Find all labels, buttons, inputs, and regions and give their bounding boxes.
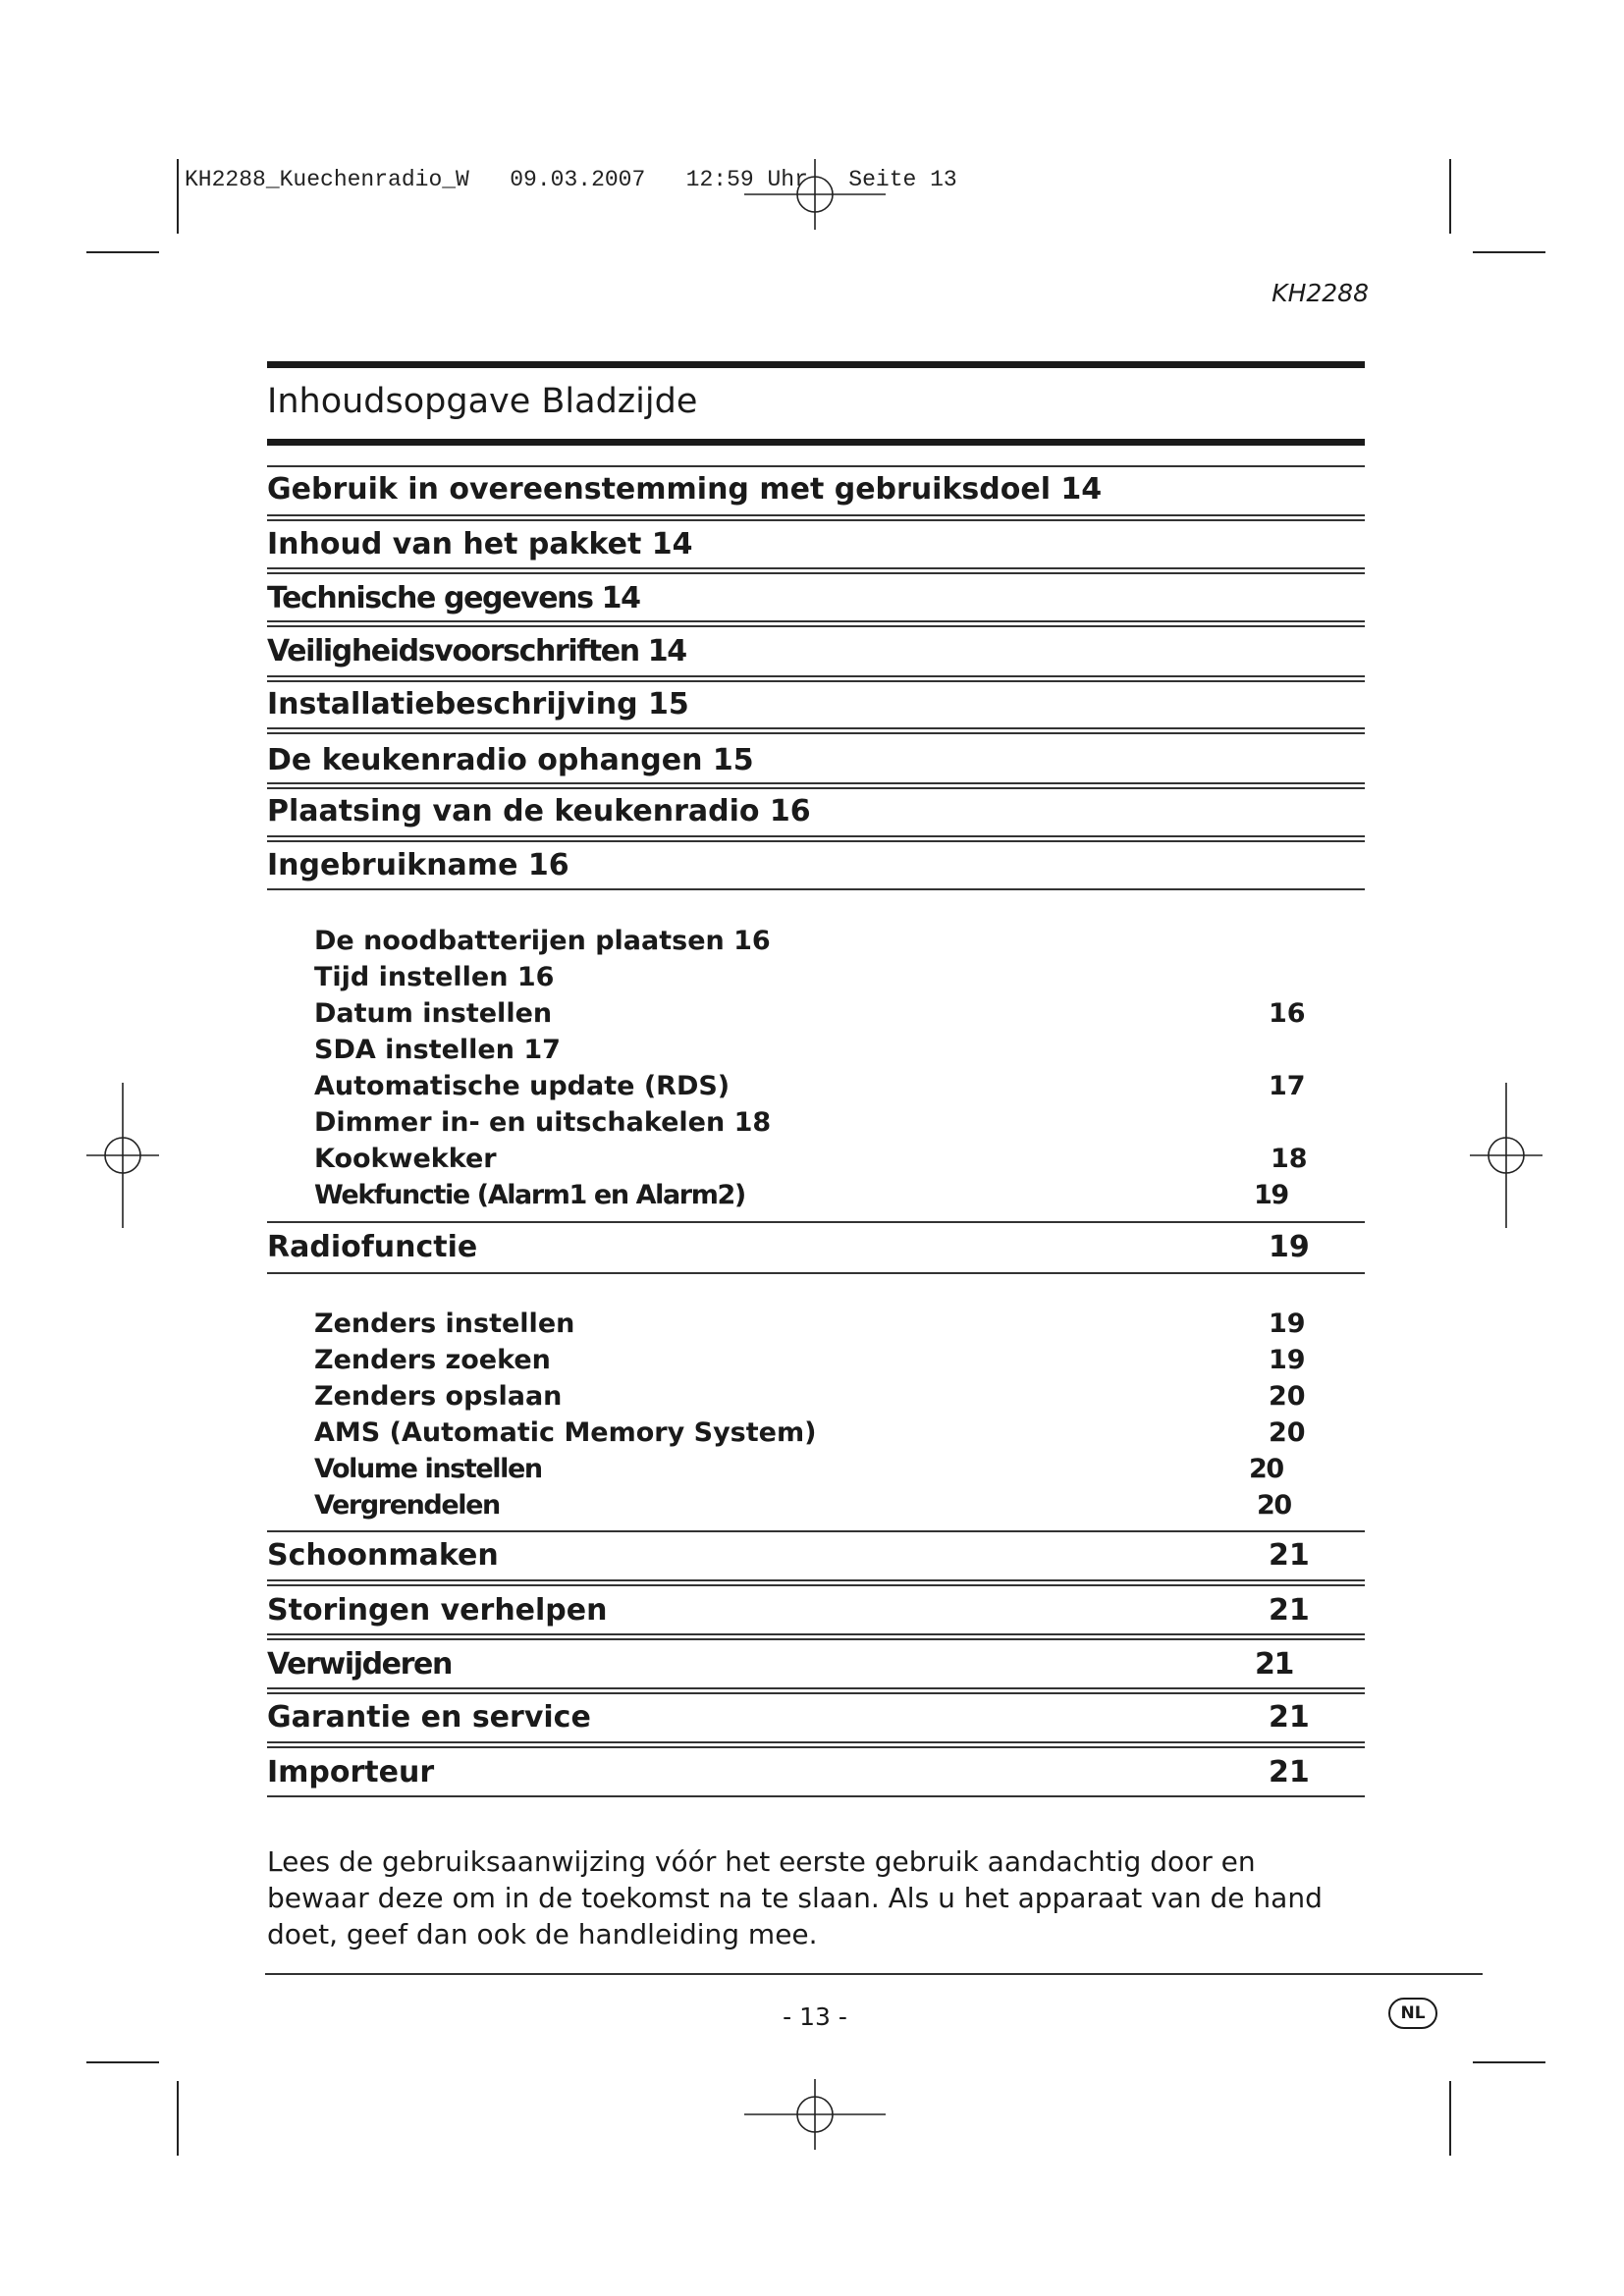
toc-label: Schoonmaken: [267, 1538, 499, 1573]
toc-subitem-page: 19: [1269, 1345, 1306, 1375]
toc-subitem: [314, 1035, 1306, 1065]
page-title: Inhoudsopgave Bladzijde: [267, 382, 698, 421]
toc-subitem-label: Kookwekker: [314, 1144, 497, 1174]
toc-row: [267, 472, 1365, 507]
title-block: [267, 361, 1365, 446]
divider: [267, 840, 1365, 842]
toc-subitem-label: Datum instellen: [314, 998, 553, 1029]
toc-subitem-page: 18: [1271, 1144, 1308, 1174]
toc-row: [267, 1700, 1365, 1735]
toc-label: Storingen verhelpen: [267, 1593, 608, 1628]
toc-page: 21: [1269, 1700, 1310, 1735]
divider: [267, 514, 1365, 516]
toc-subitem-label: Zenders zoeken: [314, 1345, 551, 1375]
toc-label: Installatiebeschrijving 15: [267, 687, 689, 721]
divider: [267, 1221, 1365, 1223]
divider: [267, 1638, 1365, 1640]
toc-subitem-page: 20: [1249, 1454, 1283, 1484]
toc-subitem: [314, 1417, 1306, 1448]
toc-subitem-page: 20: [1257, 1490, 1291, 1521]
toc-subitem-label: Zenders instellen: [314, 1308, 575, 1339]
footer-rule: [265, 1973, 1483, 1975]
toc-page: 21: [1269, 1755, 1310, 1789]
toc-row: [267, 527, 1365, 561]
toc-subitem-label: SDA instellen 17: [314, 1035, 561, 1065]
toc-row: [267, 1230, 1365, 1264]
registration-mark-bottom: [744, 2079, 886, 2150]
toc-subitem-page: 16: [1269, 998, 1306, 1029]
toc-label: Gebruik in overeenstemming met gebruiksdoel 14: [267, 472, 1103, 507]
language-badge: NL: [1388, 1998, 1437, 2029]
divider: [267, 1272, 1365, 1274]
divider: [267, 1795, 1365, 1797]
toc-label: Garantie en service: [267, 1700, 591, 1735]
divider: [267, 1687, 1365, 1689]
toc-row: [267, 581, 1365, 615]
toc-label: Verwijderen: [267, 1647, 452, 1682]
toc-subitem-label: AMS (Automatic Memory System): [314, 1417, 817, 1448]
intro-paragraph: Lees de gebruiksaanwijzing vóór het eerste gebruik aandachtig door en bewaar deze om in de toekomst na te slaan. Als u het apparaat van de hand doet, geef dan ook de handleiding mee.: [267, 1845, 1323, 1950]
toc-row: [267, 634, 1365, 668]
toc-row: [267, 848, 1365, 882]
toc-row: [267, 794, 1365, 828]
toc-subitem-label: De noodbatterijen plaatsen 16: [314, 926, 771, 956]
registration-mark-right: [1470, 1083, 1543, 1228]
page-number: - 13 -: [783, 2002, 847, 2031]
divider: [267, 620, 1365, 622]
divider: [267, 1633, 1365, 1635]
toc-label: Importeur: [267, 1755, 435, 1789]
divider: [267, 675, 1365, 677]
print-slug: KH2288_Kuechenradio_W 09.03.2007 12:59 Uhr Seite 13: [185, 167, 957, 192]
toc-subitem-page: 19: [1269, 1308, 1306, 1339]
toc-label: Veiligheidsvoorschriften 14: [267, 634, 686, 668]
divider: [267, 1692, 1365, 1694]
divider: [267, 680, 1365, 682]
divider: [267, 1579, 1365, 1581]
toc-subitem: [314, 1071, 1306, 1101]
divider: [267, 1746, 1365, 1748]
toc-row: [267, 1593, 1365, 1628]
toc-subitem-label: Tijd instellen 16: [314, 962, 555, 992]
toc-row: [267, 743, 1365, 777]
toc-page: 19: [1269, 1230, 1310, 1264]
toc-subitem: [314, 1144, 1306, 1174]
toc-row: [267, 687, 1365, 721]
toc-label: Inhoud van het pakket 14: [267, 527, 693, 561]
toc-subitem-page: 20: [1269, 1381, 1306, 1412]
divider: [267, 787, 1365, 789]
divider: [267, 1584, 1365, 1586]
toc-subitem: [314, 1381, 1306, 1412]
toc-label: Ingebruikname 16: [267, 848, 569, 882]
toc-page: 21: [1255, 1647, 1293, 1682]
toc-subitem: [314, 1454, 1306, 1484]
toc-subitem: [314, 1180, 1306, 1210]
toc-subitem: [314, 1308, 1306, 1339]
toc-subitem-label: Automatische update (RDS): [314, 1071, 731, 1101]
toc-subitem: [314, 1345, 1306, 1375]
toc-row: [267, 1538, 1365, 1573]
toc-subitem: [314, 962, 1306, 992]
toc-subitem-label: Dimmer in- en uitschakelen 18: [314, 1107, 772, 1138]
toc-subitem-label: Volume instellen: [314, 1454, 542, 1484]
toc-subitem: [314, 1490, 1306, 1521]
toc-label: Plaatsing van de keukenradio 16: [267, 794, 811, 828]
divider: [267, 888, 1365, 890]
toc-page: 21: [1269, 1593, 1310, 1628]
divider: [267, 1530, 1365, 1532]
toc-subitem-label: Zenders opslaan: [314, 1381, 563, 1412]
divider: [267, 567, 1365, 569]
toc-label: Radiofunctie: [267, 1230, 478, 1264]
divider: [267, 727, 1365, 729]
divider: [267, 519, 1365, 521]
toc-page: 21: [1269, 1538, 1310, 1573]
divider: [267, 572, 1365, 574]
toc-subitem: [314, 926, 1306, 956]
toc-subitem: [314, 1107, 1306, 1138]
toc-subitem-page: 20: [1269, 1417, 1306, 1448]
toc-subitem-label: Vergrendelen: [314, 1490, 500, 1521]
divider: [267, 625, 1365, 627]
divider: [267, 732, 1365, 734]
divider: [267, 782, 1365, 784]
toc-row: [267, 1755, 1365, 1789]
toc-label: Technische gegevens 14: [267, 581, 640, 615]
toc-subitem: [314, 998, 1306, 1029]
registration-mark-left: [86, 1083, 159, 1228]
toc-row: [267, 1647, 1365, 1682]
toc-label: De keukenradio ophangen 15: [267, 743, 754, 777]
toc-subitem-label: Wekfunctie (Alarm1 en Alarm2): [314, 1180, 745, 1210]
divider: [267, 465, 1365, 467]
divider: [267, 835, 1365, 837]
toc-subitem-page: 17: [1269, 1071, 1306, 1101]
divider: [267, 1741, 1365, 1743]
model-number: KH2288: [1272, 279, 1369, 307]
toc-subitem-page: 19: [1254, 1180, 1288, 1210]
